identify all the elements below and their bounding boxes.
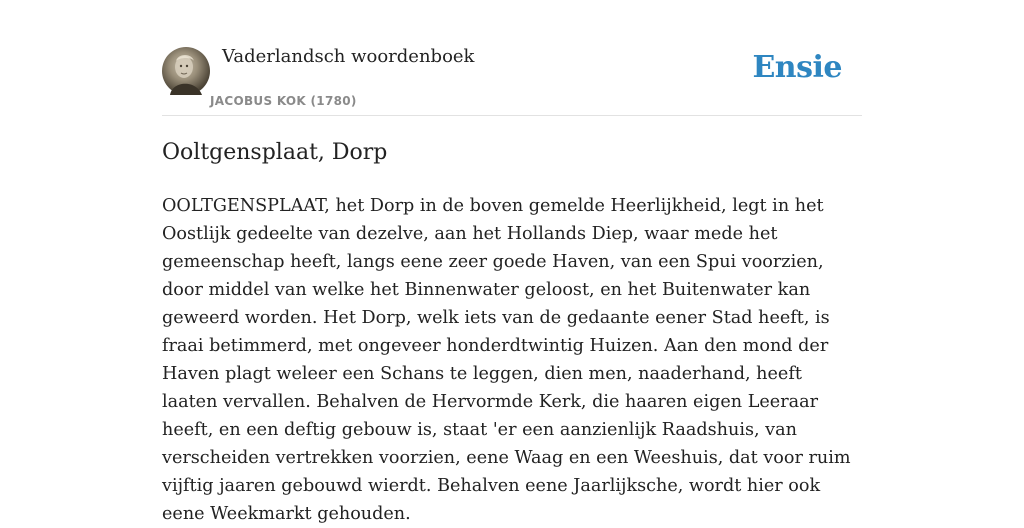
ensie-logo[interactable]: Ensie <box>752 50 842 85</box>
entry-title: Ooltgensplaat, Dorp <box>162 140 388 165</box>
book-title-link[interactable]: Vaderlandsch woordenboek <box>222 46 475 67</box>
entry-body: OOLTGENSPLAAT, het Dorp in de boven gemelde Heerlijkheid, legt in het Oostlijk gedeelte van dezelve, aan het Hollands Diep, waar mede het gemeenschap heeft, langs eene zeer goede Haven, van een Spui voorzien, door middel van welke het Binnenwater geloost, en het Buitenwater kan geweerd worden. Het Dorp, welk iets van de gedaante eener Stad heeft, is fraai betimmerd, met ongeveer honderdtwintig Huizen. Aan den mond der Haven plagt weleer een Schans te leggen, dien men, naaderhand, heeft laaten vervallen. Behalven de Hervormde Kerk, die haaren eigen Leeraar heeft, en een deftig gebouw is, staat 'er een aanzienlijk Raadshuis, van verscheiden vertrekken voorzien, eene Waag en een Weeshuis, dat voor ruim vijftig jaaren gebouwd wierdt. Behalven eene Jaarlijksche, wordt hier ook eene Weekmarkt gehouden. <box>162 196 851 524</box>
author-portrait-icon[interactable] <box>162 47 210 95</box>
page <box>162 0 862 524</box>
header <box>162 0 862 116</box>
portrait-image <box>162 47 210 95</box>
author-name[interactable]: JACOBUS KOK (1780) <box>210 94 357 108</box>
